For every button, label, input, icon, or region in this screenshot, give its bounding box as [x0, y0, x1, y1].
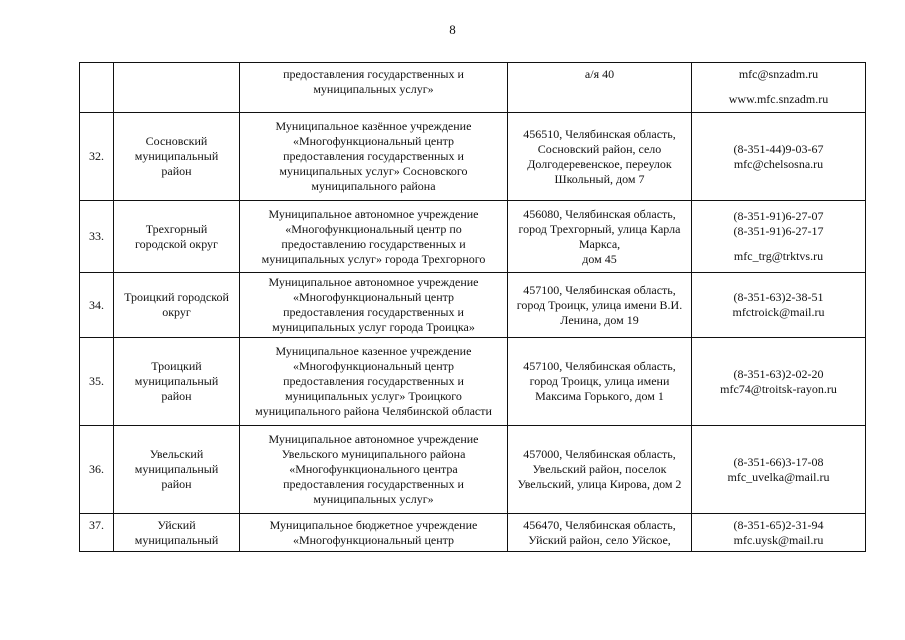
table-row	[80, 201, 866, 273]
cell-line: Сосновский	[145, 134, 208, 148]
cell-line: муниципальный	[134, 462, 219, 476]
organization-cell	[240, 63, 508, 113]
cell-line: 456470, Челябинская область,	[523, 518, 676, 532]
contacts-cell	[692, 514, 866, 552]
contact-line: mfc74@troitsk-rayon.ru	[720, 381, 837, 396]
row-number-cell: 36.	[80, 426, 114, 514]
organization-cell	[240, 426, 508, 514]
cell-line: Муниципальное бюджетное учреждение	[269, 518, 478, 532]
address-cell	[508, 338, 692, 426]
cell-line: 457100, Челябинская область,	[523, 282, 676, 297]
cell-line: дом 45	[582, 251, 617, 266]
row-number-cell: 35.	[80, 338, 114, 426]
address-cell	[508, 514, 692, 552]
contacts-cell	[692, 273, 866, 338]
cell-line: «Многофункциональный центр	[292, 290, 455, 304]
cell-line: муниципальный	[134, 533, 219, 547]
cell-line: Сосновский район, село	[537, 141, 662, 156]
cell-line: «Многофункциональный центр	[292, 134, 455, 148]
cell-line: Муниципальное казенное учреждение	[275, 344, 472, 358]
cell-line: город Троицк, улица имени В.И.	[516, 297, 683, 312]
cell-line: 457100, Челябинская область,	[523, 359, 676, 373]
cell-line: Уйский	[157, 518, 196, 532]
cell-line: муниципальных услуг» города Трехгорного	[261, 251, 486, 266]
address-cell	[508, 273, 692, 338]
cell-line: город Троицк, улица имени	[529, 374, 670, 388]
cell-line: 456080, Челябинская область,	[523, 206, 676, 221]
cell-line: муниципальных услуг»	[313, 492, 434, 506]
cell-line: 456510, Челябинская область,	[523, 126, 676, 141]
contact-line: mfc@chelsosna.ru	[733, 156, 824, 171]
cell-line: а/я 40	[584, 67, 615, 81]
table-row	[80, 63, 866, 113]
cell-line: Муниципальное автономное учреждение	[268, 275, 479, 289]
territory-cell	[114, 113, 240, 201]
contacts-cell	[692, 113, 866, 201]
territory-cell	[114, 514, 240, 552]
cell-line: «Многофункциональный центр по	[285, 221, 462, 236]
contact-line: mfctroick@mail.ru	[732, 305, 825, 319]
organization-cell	[240, 201, 508, 273]
organization-cell	[240, 514, 508, 552]
contact-line: mfc_trg@trktvs.ru	[733, 249, 824, 263]
contact-line	[695, 239, 862, 249]
row-number-cell: 32.	[80, 113, 114, 201]
cell-line: Трехгорный	[145, 221, 208, 236]
cell-line: Маркса,	[578, 236, 621, 251]
contact-line: mfc.uysk@mail.ru	[733, 533, 824, 547]
contact-line: (8-351-91)6-27-07	[733, 209, 824, 223]
territory-cell	[114, 273, 240, 338]
address-cell	[508, 201, 692, 273]
territory-cell	[114, 426, 240, 514]
organization-cell	[240, 338, 508, 426]
cell-line: предоставления государственных и	[283, 305, 464, 319]
address-cell	[508, 113, 692, 201]
cell-line: Школьный, дом 7	[554, 171, 645, 186]
cell-line: Ленина, дом 19	[560, 312, 639, 327]
contact-line: mfc_uvelka@mail.ru	[727, 469, 830, 484]
contact-line: (8-351-44)9-03-67	[733, 141, 824, 156]
contacts-cell	[692, 338, 866, 426]
cell-line: муниципальных услуг» Троицкого	[285, 389, 462, 403]
cell-line: предоставления государственных и	[283, 477, 464, 491]
cell-line: Увельский район, поселок	[532, 462, 667, 476]
organization-cell	[240, 273, 508, 338]
cell-line: Уйский район, село Уйское,	[528, 533, 671, 547]
cell-line: муниципальных услуг» Сосновского	[279, 164, 468, 178]
territory-cell	[114, 338, 240, 426]
contacts-cell	[692, 63, 866, 113]
cell-line: муниципальный	[134, 374, 219, 388]
cell-line: Увельского муниципального района	[281, 447, 466, 461]
cell-line: муниципальных услуг»	[313, 82, 434, 96]
table-row	[80, 338, 866, 426]
cell-line: предоставления государственных и	[283, 374, 464, 388]
table-row	[80, 514, 866, 552]
cell-line: округ	[162, 305, 191, 319]
mfc-table	[79, 62, 866, 552]
cell-line: Троицкий	[151, 359, 202, 373]
contacts-cell	[692, 201, 866, 273]
cell-line: «Многофункциональный центр	[292, 359, 455, 373]
row-number-cell: 34.	[80, 273, 114, 338]
table-row	[80, 426, 866, 514]
cell-line: муниципального района	[311, 179, 436, 193]
table-row	[80, 273, 866, 338]
cell-line: Увельский	[149, 447, 204, 461]
contact-line	[695, 82, 862, 92]
cell-line: 457000, Челябинская область,	[523, 447, 676, 461]
organization-cell	[240, 113, 508, 201]
contact-line: mfc@snzadm.ru	[738, 67, 819, 81]
cell-line: Муниципальное автономное учреждение	[268, 206, 479, 221]
cell-line: городской округ	[135, 236, 218, 251]
cell-line: предоставлению государственных и	[281, 236, 466, 251]
cell-line: муниципальный	[134, 149, 219, 163]
cell-line: Муниципальное автономное учреждение	[268, 432, 479, 446]
contacts-cell	[692, 426, 866, 514]
row-number-cell	[80, 63, 114, 113]
address-cell	[508, 63, 692, 113]
cell-line: «Многофункционального центра	[289, 462, 458, 476]
table-row	[80, 113, 866, 201]
row-number-cell: 37.	[80, 514, 114, 552]
cell-line: «Многофункциональный центр	[292, 533, 455, 547]
cell-line: муниципального района Челябинской области	[255, 404, 492, 418]
table-body	[80, 63, 866, 552]
cell-line: муниципальных услуг города Троицка»	[272, 320, 475, 334]
cell-line: Долгодеревенское, переулок	[527, 156, 672, 171]
cell-line: район	[161, 164, 192, 178]
cell-line: предоставления государственных и	[283, 149, 464, 163]
page-number: 8	[449, 22, 456, 37]
contact-line: (8-351-65)2-31-94	[733, 518, 824, 532]
cell-line: район	[161, 477, 192, 491]
contact-line: (8-351-63)2-38-51	[733, 290, 824, 304]
cell-line: город Трехгорный, улица Карла	[518, 221, 681, 236]
cell-line: Муниципальное казённое учреждение	[275, 119, 472, 133]
territory-cell	[114, 201, 240, 273]
territory-cell	[114, 63, 240, 113]
row-number-cell: 33.	[80, 201, 114, 273]
cell-line: предоставления государственных и	[283, 67, 464, 81]
contact-line: (8-351-63)2-02-20	[733, 366, 824, 381]
contact-line: (8-351-91)6-27-17	[733, 224, 824, 238]
cell-line: Максима Горького, дом 1	[535, 389, 664, 403]
address-cell	[508, 426, 692, 514]
cell-line: район	[161, 389, 192, 403]
cell-line: Увельский, улица Кирова, дом 2	[517, 477, 682, 491]
contact-line: www.mfc.snzadm.ru	[728, 92, 829, 106]
cell-line: Троицкий городской	[124, 290, 229, 304]
contact-line: (8-351-66)3-17-08	[733, 454, 824, 469]
